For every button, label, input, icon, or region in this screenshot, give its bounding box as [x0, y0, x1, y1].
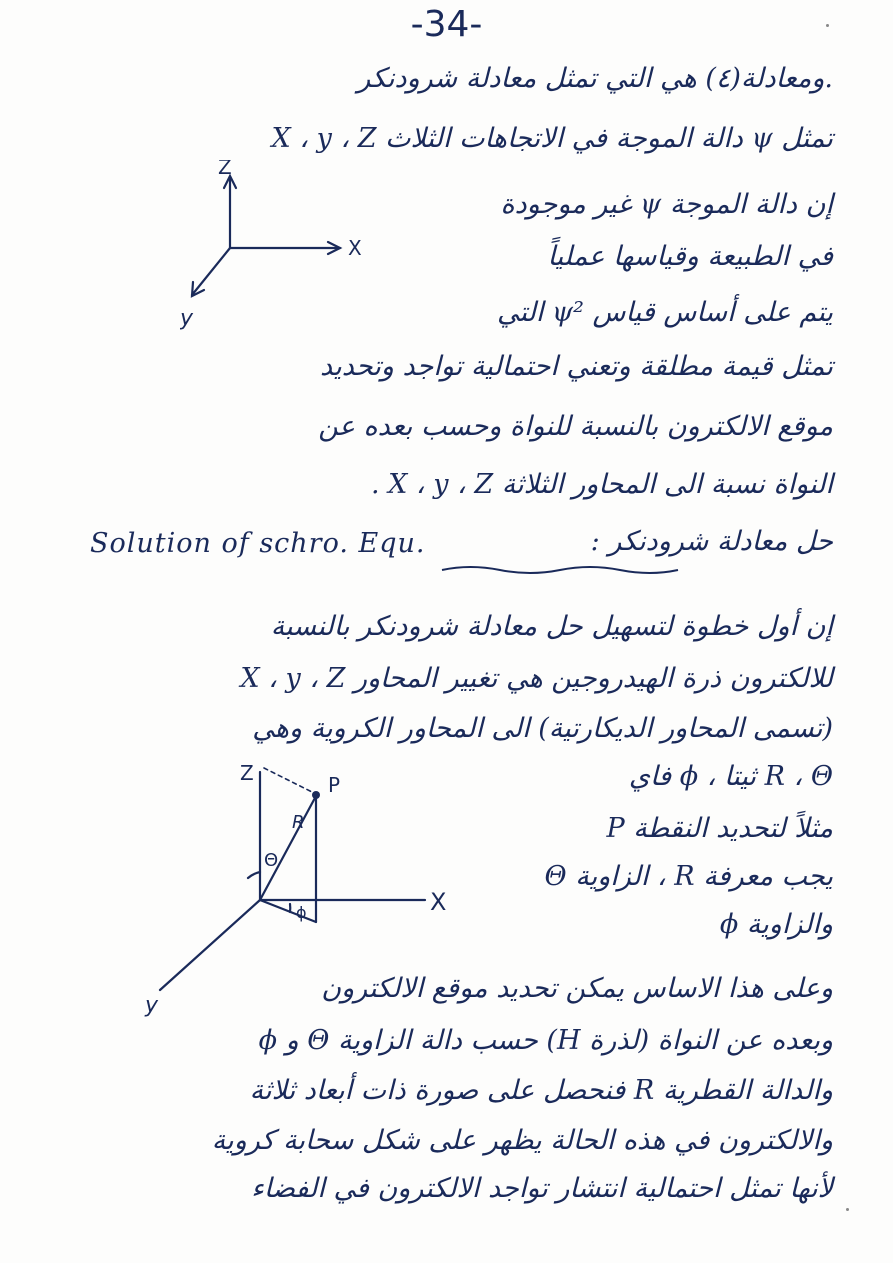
section-heading-arabic: حل معادلة شرودنكر : [590, 526, 833, 557]
x-axis-label: X [430, 888, 447, 916]
stray-dot [826, 24, 829, 27]
radius-line [260, 796, 316, 900]
text-line-8: النواة نسبة الى المحاور الثلاثة X ، y ، Z . [370, 469, 833, 500]
text-line-20: والدالة القطرية R فنحصل على صورة ذات أبعاد ثلاثة [249, 1075, 833, 1106]
text-line-12: للالكترون ذرة الهيدروجين هي تغيير المحاور X ، y ، Z [240, 663, 833, 694]
page-number: -34- [410, 4, 483, 45]
y-axis-label: y [145, 993, 159, 1018]
text-line-6: تمثل قيمة مطلقة وتعني احتمالية تواجد وتحديد [320, 351, 833, 382]
text-line-19: وبعده عن النواة (لذرة H) حسب دالة الزاوية Θ و ϕ [258, 1025, 833, 1056]
text-line-21: والالكترون في هذه الحالة يظهر على شكل سحابة كروية [211, 1125, 833, 1156]
text-line-16: يجب معرفة R ، الزاوية Θ [544, 861, 833, 892]
text-line-18: وعلى هذا الاساس يمكن تحديد موقع الالكترون [321, 973, 833, 1004]
heading-underline [440, 562, 680, 578]
text-line-17: والزاوية ϕ [719, 909, 833, 940]
dashed-line [264, 768, 316, 794]
text-line-11: إن أول خطوة لتسهيل حل معادلة شرودنكر بالنسبة [270, 611, 833, 642]
theta-arc [248, 872, 260, 878]
text-line-3: إن دالة الموجة ψ غير موجودة [500, 189, 833, 220]
radius-label: R [292, 812, 305, 833]
section-heading-english: Solution of schro. Equ. [90, 528, 426, 559]
point-p-marker [312, 791, 320, 799]
text-line-13: (تسمى المحاور الديكارتية) الى المحاور الكروية وهي [252, 713, 833, 744]
text-line-5: يتم على أساس قياس ψ² التي [496, 297, 833, 328]
point-p-label: P [328, 773, 341, 797]
z-axis-label: Z [218, 160, 232, 179]
theta-label: Θ [264, 850, 279, 871]
stray-dot [846, 1208, 849, 1211]
text-line-4: في الطبيعة وقياسها عملياً [547, 241, 833, 272]
text-line-7: موقع الالكترون بالنسبة للنواة وحسب بعده عن [318, 411, 833, 442]
z-axis-label: Z [240, 761, 254, 785]
text-line-15: مثلاً لتحديد النقطة P [606, 813, 833, 844]
phi-label: ϕ [296, 903, 307, 922]
y-axis-line [192, 248, 230, 295]
x-axis-label: X [348, 236, 362, 260]
text-line-22: لأنها تمثل احتمالية انتشار تواجد الالكترون في الفضاء [251, 1173, 833, 1204]
text-line-14: R ، Θ ثيتا ، ϕ فاي [628, 761, 833, 792]
y-axis-label: y [180, 306, 194, 331]
text-line-1: .ومعادلة(٤) هي التي تمثل معادلة شرودنكر [357, 63, 833, 94]
projection-base-line [260, 900, 316, 922]
text-line-2: تمثل ψ دالة الموجة في الاتجاهات الثلاث X ، y ، Z [271, 123, 833, 154]
